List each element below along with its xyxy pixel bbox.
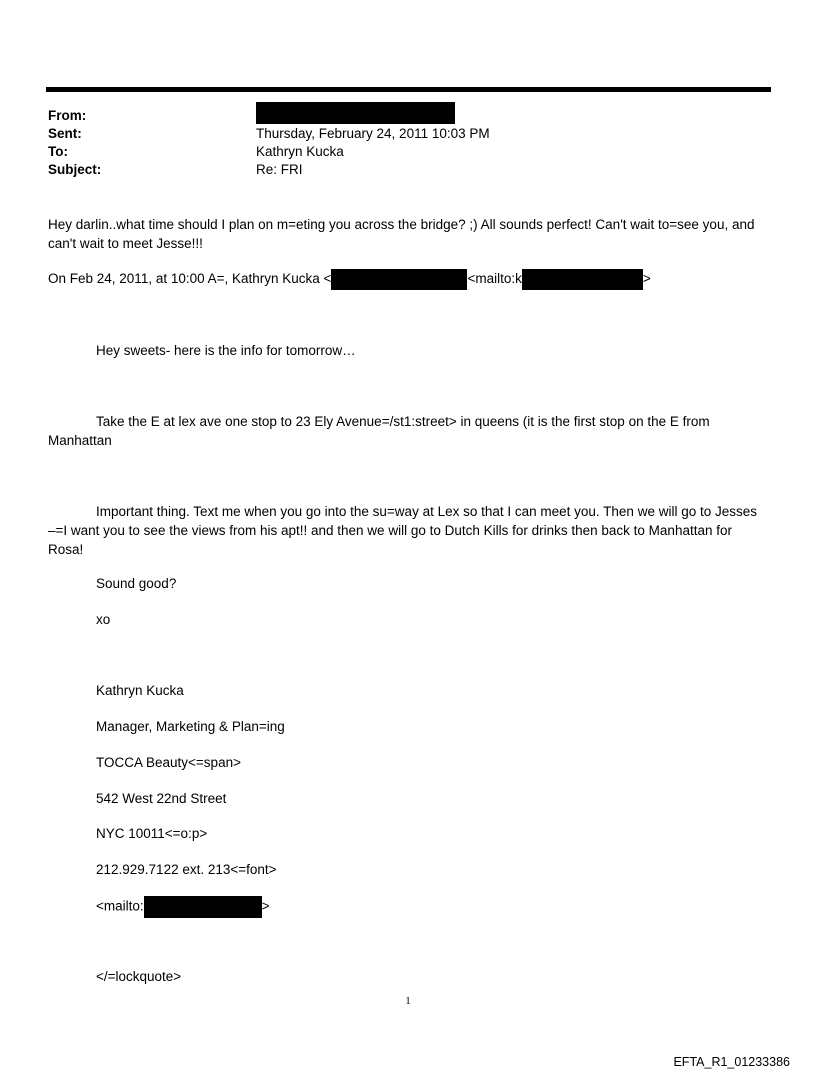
redaction-box (331, 269, 467, 290)
reply-line-1: Hey darlin..what time should I plan on m=eting you across the bridge? ;) All sounds perfect! Can't wait to=see you, and (48, 217, 755, 232)
redaction-box (256, 102, 455, 124)
reply-line-2: can't wait to meet Jesse!!! (48, 236, 203, 251)
important-line-3: Rosa! (48, 542, 84, 557)
signature-city: NYC 10011<=o:p> (96, 826, 208, 841)
signature-company: TOCCA Beauty<=span> (96, 755, 241, 770)
important-line-2: –=I want you to see the views from his apt!! and then we will go to Dutch Kills for drinks then back to Manhattan for (48, 523, 732, 538)
quote-mailto: <mailto:k (467, 271, 522, 287)
sound-good-text: Sound good? (96, 576, 177, 591)
sent-label: Sent: (48, 126, 82, 141)
quote-close: > (642, 271, 651, 287)
xo-text: xo (96, 612, 111, 627)
signature-name: Kathryn Kucka (96, 683, 184, 698)
quote-prefix: On Feb 24, 2011, at 10:00 A=, Kathryn Kucka < (48, 271, 332, 287)
greeting-text: Hey sweets- here is the info for tomorrow… (96, 343, 356, 358)
subject-label: Subject: (48, 162, 102, 177)
header-rule (46, 87, 771, 92)
to-value: Kathryn Kucka (256, 144, 344, 159)
to-label: To: (48, 144, 68, 159)
quote-header (48, 269, 651, 290)
redaction-box (522, 269, 643, 290)
signature-street: 542 West 22nd Street (96, 791, 227, 806)
signature-mailto-prefix: <mailto: (96, 898, 144, 914)
signature-mailto-close: > (261, 898, 270, 914)
signature-phone: 212.929.7122 ext. 213<=font> (96, 862, 277, 877)
signature-title: Manager, Marketing & Plan=ing (96, 719, 285, 734)
from-value (256, 102, 455, 124)
subject-value: Re: FRI (256, 162, 303, 177)
bates-number: EFTA_R1_01233386 (673, 1055, 790, 1069)
blockquote-tag: </=lockquote> (96, 969, 182, 984)
redaction-box (144, 896, 262, 918)
signature-mailto (96, 896, 270, 918)
directions-line-2: Manhattan (48, 433, 112, 448)
important-line-1: Important thing. Text me when you go into the su=way at Lex so that I can meet you. Then we will go to Jesses (96, 504, 757, 519)
directions-line-1: Take the E at lex ave one stop to 23 Ely Avenue=/st1:street> in queens (it is the first stop on the E from (96, 414, 710, 429)
page-number: 1 (405, 995, 411, 1007)
sent-value: Thursday, February 24, 2011 10:03 PM (256, 126, 490, 141)
from-label: From: (48, 108, 87, 123)
